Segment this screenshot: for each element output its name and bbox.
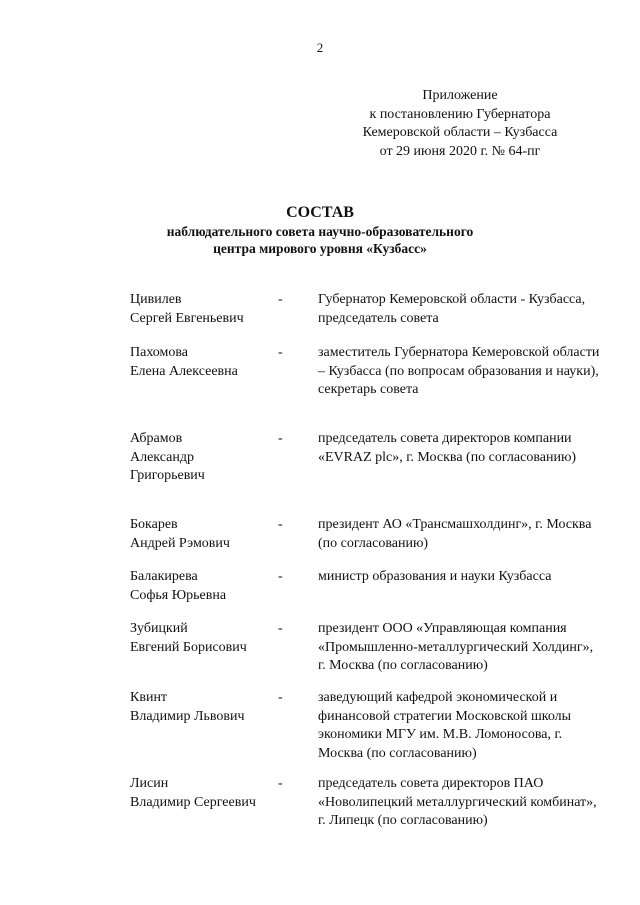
member-entry (130, 689, 600, 775)
annex-line: Кемеровской области – Кузбасса (362, 125, 558, 140)
member-dash: - (278, 621, 283, 636)
member-name: Балакирева Софья Юрьевна (130, 569, 227, 603)
member-dash: - (278, 431, 283, 446)
member-entry (130, 291, 600, 344)
member-entry (130, 568, 600, 620)
annex-line: к постановлению Губернатора (369, 106, 551, 122)
members-list (130, 291, 600, 835)
member-position: президент ООО «Управляющая компания «Промышленно-металлургический Холдинг», г. Москва (по согласованию) (318, 621, 594, 673)
member-position: Губернатор Кемеровской области - Кузбасса, председатель совета (318, 292, 586, 326)
member-dash: - (278, 517, 283, 532)
annex-block (330, 87, 590, 161)
member-entry (130, 430, 600, 516)
member-entry (130, 344, 600, 430)
document-title (0, 203, 640, 257)
title-main: СОСТАВ (286, 204, 354, 221)
member-position: заведующий кафедрой экономической и финансовой стратегии Московской школы экономики МГУ им. М.В. Ломоносова, г. Москва (по согласованию) (318, 690, 572, 761)
member-dash: - (278, 569, 283, 584)
member-position: министр образования и науки Кузбасса (318, 569, 552, 584)
member-position: председатель совета директоров компании «EVRAZ plc», г. Москва (по согласованию) (318, 431, 577, 465)
member-entry (130, 775, 600, 835)
member-dash: - (278, 345, 283, 360)
member-entry (130, 620, 600, 689)
member-name: Пахомова Елена Алексеевна (130, 345, 238, 379)
member-position: заместитель Губернатора Кемеровской области – Кузбасса (по вопросам образования и науки), секретарь совета (318, 345, 600, 397)
member-position: президент АО «Трансмашхолдинг», г. Москва (по согласованию) (318, 517, 592, 551)
member-entry (130, 516, 600, 568)
member-dash: - (278, 776, 283, 791)
title-line: наблюдательного совета научно-образовательного (166, 224, 474, 239)
page-number: 2 (316, 40, 324, 55)
member-name: Квинт Владимир Львович (130, 690, 245, 724)
annex-line: Приложение (422, 88, 498, 103)
member-name: Лисин Владимир Сергеевич (130, 776, 256, 810)
title-line: центра мирового уровня «Кузбасс» (213, 241, 427, 256)
annex-date-line: от 29 июня 2020 г. № 64-пг (379, 143, 541, 159)
member-dash: - (278, 690, 283, 705)
member-position: председатель совета директоров ПАО «Новолипецкий металлургический комбинат», г. Липецк (по согласованию) (318, 776, 597, 828)
member-name: Зубицкий Евгений Борисович (130, 621, 247, 655)
member-dash: - (278, 292, 283, 307)
member-name: Бокарев Андрей Рэмович (130, 517, 230, 551)
member-name: Цивилев Сергей Евгеньевич (130, 292, 244, 326)
member-name: Абрамов Александр Григорьевич (130, 431, 205, 483)
